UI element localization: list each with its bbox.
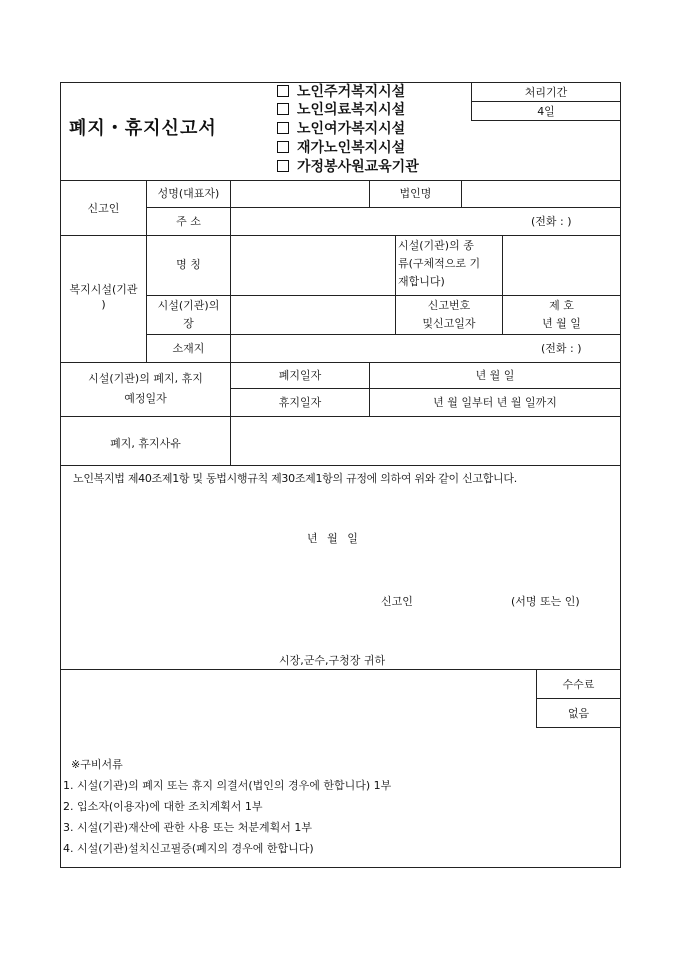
schedule-label: 시설(기관)의 폐지, 휴지: [88, 372, 203, 385]
facility-name-label: 명 칭: [176, 258, 201, 271]
facility-type-option[interactable]: 노인여가복지시설: [277, 121, 405, 138]
fee-value: 없음: [567, 707, 590, 720]
address-label: 주 소: [176, 215, 201, 228]
facility-section-label: 복지시설(기관 ): [69, 283, 138, 311]
report-number-label: 및신고일자: [422, 317, 476, 330]
fee-label: 수수료: [562, 678, 595, 691]
corporation-name-label: 법인명: [399, 187, 432, 200]
rule: [230, 388, 620, 389]
report-date-value: 년 월 일: [542, 317, 581, 330]
closure-report-form: [60, 82, 621, 868]
signature-placeholder: (서명 또는 인): [511, 595, 580, 608]
rule: [146, 334, 620, 335]
reason-label: 폐지, 휴지사유: [110, 437, 181, 450]
rule: [471, 101, 620, 102]
checkbox-icon[interactable]: [277, 160, 289, 172]
addressee: 시장,군수,구청장 귀하: [279, 654, 386, 667]
facility-type-option[interactable]: 노인주거복지시설: [277, 84, 405, 101]
applicant-phone: (전화 : ): [531, 215, 572, 228]
suspension-date-label: 휴지일자: [278, 396, 322, 409]
rule: [61, 416, 620, 417]
facility-type-option[interactable]: 노인의료복지시설: [277, 102, 405, 119]
facility-head-label: 시설(기관)의: [157, 299, 220, 312]
rule: [61, 362, 620, 363]
checkbox-icon[interactable]: [277, 141, 289, 153]
declaration-date: 년 월 일: [307, 532, 358, 545]
document-item: 1. 시설(기관)의 폐지 또는 휴지 의결서(법인의 경우에 한합니다) 1부: [63, 779, 392, 792]
applicant-section-label: 신고인: [87, 202, 120, 215]
location-label: 소재지: [172, 342, 205, 355]
document-item: 3. 시설(기관)재산에 관한 사용 또는 처분계획서 1부: [63, 821, 312, 834]
checkbox-icon[interactable]: [277, 85, 289, 97]
rule: [61, 235, 620, 236]
rule: [146, 295, 620, 296]
document-item: 2. 입소자(이용자)에 대한 조치계획서 1부: [63, 800, 263, 813]
signer-label: 신고인: [381, 595, 413, 608]
representative-name-label: 성명(대표자): [157, 187, 220, 200]
suspension-date-value: 년 월 일부터 년 월 일까지: [433, 396, 557, 409]
schedule-label: 예정일자: [124, 392, 167, 405]
rule: [536, 698, 620, 699]
rule: [230, 180, 231, 465]
processing-period-label: 처리기간: [524, 86, 568, 99]
documents-title: ※구비서류: [71, 758, 123, 771]
report-number-label: 신고번호: [427, 299, 471, 312]
facility-type-label: 재합니다): [398, 275, 445, 288]
facility-type-label: 시설(기관)의 종: [398, 239, 474, 252]
rule: [146, 207, 620, 208]
form-title: 폐지・휴지신고서: [69, 118, 217, 139]
rule: [61, 180, 620, 181]
facility-type-option[interactable]: 가정봉사원교육기관: [277, 159, 419, 176]
closure-date-label: 폐지일자: [278, 369, 322, 382]
checkbox-icon[interactable]: [277, 122, 289, 134]
rule: [536, 727, 620, 728]
document-item: 4. 시설(기관)설치신고필증(폐지의 경우에 한합니다): [63, 842, 314, 855]
declaration-statement: 노인복지법 제40조제1항 및 동법시행규칙 제30조제1항의 규정에 의하여 위와 같이 신고합니다.: [73, 472, 517, 485]
facility-type-label: 류(구체적으로 기: [398, 257, 481, 270]
report-number-value: 제 호: [549, 299, 574, 312]
facility-head-label: 장: [183, 317, 194, 330]
checkbox-icon[interactable]: [277, 103, 289, 115]
rule: [461, 180, 462, 207]
closure-date-value: 년 월 일: [475, 369, 515, 382]
rule: [471, 120, 620, 121]
facility-type-option[interactable]: 재가노인복지시설: [277, 140, 405, 157]
rule: [61, 465, 620, 466]
processing-period-value: 4일: [537, 105, 555, 118]
facility-phone: (전화 : ): [541, 342, 582, 355]
